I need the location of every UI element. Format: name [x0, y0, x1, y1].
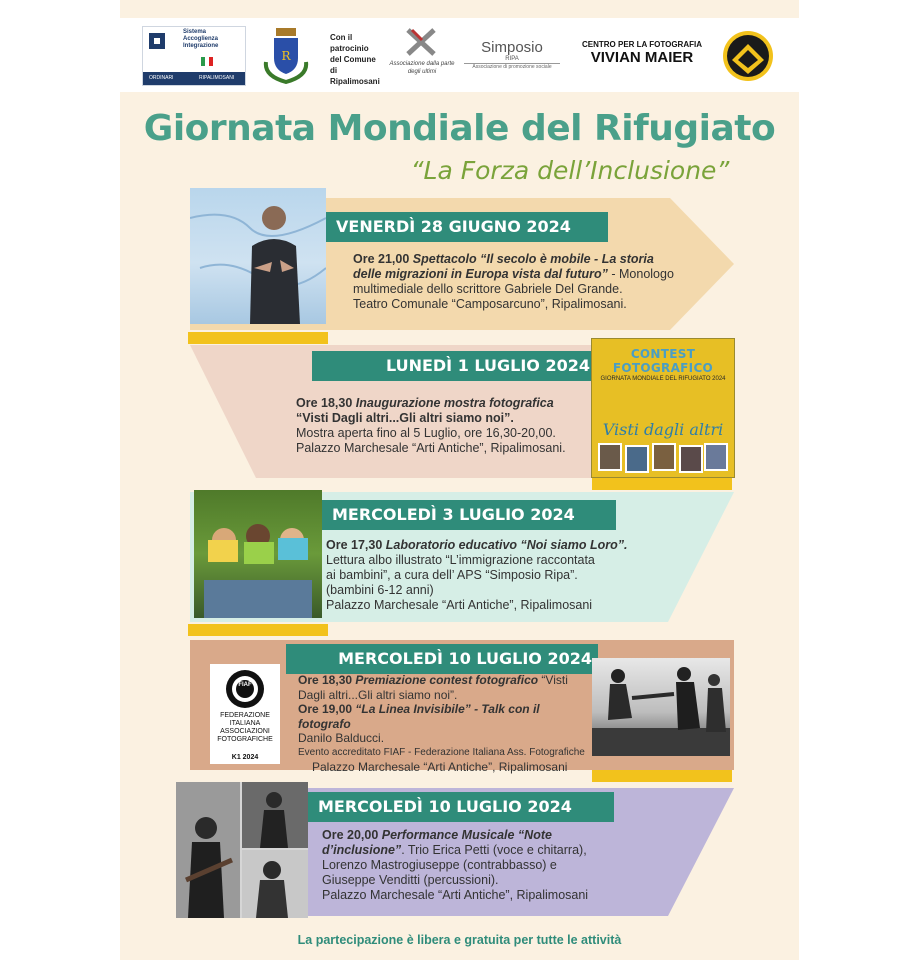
event1-details	[353, 252, 683, 312]
event1-line: multimediale dello scrittore Gabriele Del Grande.	[353, 282, 623, 296]
event3-date-header: MERCOLEDÌ 3 LUGLIO 2024	[322, 500, 616, 530]
fiaf-line3: ASSOCIAZIONI	[220, 728, 270, 735]
fiaf-line1: FEDERAZIONE	[220, 712, 270, 719]
event1-date-header: VENERDÌ 28 GIUGNO 2024	[326, 212, 608, 242]
event4-line: Palazzo Marchesale “Arti Antiche”, Ripalimosani	[312, 760, 568, 774]
fiaf-logo	[210, 664, 280, 764]
sai-foot-right: RIPALIMOSANI	[199, 75, 235, 81]
event5-details	[322, 828, 622, 903]
comune-crest-icon	[262, 22, 310, 84]
event4-line: Dagli altri...Gli altri siamo noi”.	[298, 687, 458, 702]
vivian-maier-logo	[580, 40, 704, 66]
event5-line: d’inclusione”. Trio Erica Petti (voce e chitarra),	[322, 843, 587, 857]
event2-line: “Visti Dagli altri...Gli altri siamo noi”.	[296, 411, 514, 425]
event5-line: Giuseppe Venditti (percussioni).	[322, 873, 499, 887]
event2-line: Mostra aperta fino al 5 Luglio, ore 16,30-20,00.	[296, 426, 556, 440]
event4-yellow-bar	[592, 770, 732, 782]
fiaf-code: K1 2024	[231, 754, 259, 761]
event3-line: (bambini 6-12 anni)	[326, 583, 434, 597]
event4-details	[298, 673, 594, 775]
contest-poster-image	[591, 338, 735, 478]
event5-line: Lorenzo Mastrogiuseppe (contrabbasso) e	[322, 858, 557, 872]
svg-text:R: R	[281, 49, 291, 63]
fiaf-line4: FOTOGRAFICHE	[217, 736, 273, 743]
sai-line3: Integrazione	[183, 43, 219, 49]
sai-mark-dot	[154, 38, 160, 44]
simposio-sub: RIPA	[505, 56, 519, 62]
event3-line: ai bambini”, a cura dell’ APS “Simposio Ripa”.	[326, 568, 578, 582]
event5-musicians-collage	[176, 782, 308, 918]
event1-line: Ore 21,00 Spettacolo “Il secolo è mobile - La storia	[353, 252, 654, 266]
event5-line: Palazzo Marchesale “Arti Antiche”, Ripalimosani	[322, 888, 589, 902]
page-subtitle: “La Forza dell’Inclusione”	[410, 156, 730, 185]
event2-date-header: LUNEDÌ 1 LUGLIO 2024	[312, 351, 596, 381]
event4-date-header: MERCOLEDÌ 10 LUGLIO 2024	[286, 644, 598, 674]
event3-children-reading-photo	[194, 490, 322, 618]
vivian-maier-camera-icon	[722, 30, 774, 82]
vivian-line1: CENTRO PER LA FOTOGRAFIA	[582, 40, 702, 49]
associazione-x-icon	[404, 28, 438, 56]
simposio-name: Simposio	[481, 39, 543, 56]
event4-line: Evento accreditato FIAF - Federazione Italiana Ass. Fotografiche	[298, 746, 585, 758]
sai-flag-icon	[201, 57, 213, 66]
event5-line: Ore 20,00 Performance Musicale “Note	[322, 828, 552, 842]
event2-yellow-bar	[592, 478, 732, 490]
vivian-line2: VIVIAN MAIER	[590, 49, 694, 66]
comune-patrocinio-text: Con il patrocinio del Comune di Ripalimosani	[330, 33, 380, 86]
event3-line: Palazzo Marchesale “Arti Antiche”, Ripalimosani	[326, 598, 593, 612]
sai-line1: Sistema	[183, 29, 207, 35]
contest-sub: GIORNATA MONDIALE DEL RIFUGIATO 2024	[600, 376, 726, 382]
contest-thumbs	[598, 443, 728, 469]
fiaf-abbr: FIAF	[238, 682, 252, 688]
event4-line: Danilo Balducci.	[298, 731, 385, 745]
sai-line2: Accoglienza	[183, 36, 219, 42]
sai-footer	[143, 72, 245, 85]
simposio-logo	[464, 40, 560, 76]
sai-foot-left: ORDINARI	[149, 75, 174, 81]
fiaf-aperture-icon	[224, 668, 266, 710]
simposio-tagline: Associazione di promozione sociale	[464, 63, 560, 71]
event1-line: delle migrazioni in Europa vista dal futuro” - Monologo	[353, 267, 674, 281]
footer-note: La partecipazione è libera e gratuita per tutte le attività	[297, 933, 622, 947]
event2-line: Palazzo Marchesale “Arti Antiche”, Ripalimosani.	[296, 441, 566, 455]
associazione-text: Associazione dalla parte degli ultimi	[389, 61, 455, 75]
event3-yellow-bar	[188, 624, 328, 636]
event5-date-header: MERCOLEDÌ 10 LUGLIO 2024	[308, 792, 614, 822]
event1-yellow-bar	[188, 332, 328, 344]
fiaf-line2: ITALIANA	[229, 720, 261, 727]
event4-line: Ore 19,00 “La Linea Invisibile” - Talk con il fotografo	[298, 702, 540, 731]
event4-photographer-photo	[592, 658, 730, 756]
event4-line: Ore 18,30 Premiazione contest fotografico “Visti	[298, 673, 568, 687]
event1-speaker-photo	[190, 188, 326, 324]
event2-line: Ore 18,30 Inaugurazione mostra fotografica	[296, 396, 554, 410]
event2-details	[296, 396, 594, 456]
contest-title: CONTEST FOTOGRAFICO	[612, 347, 714, 375]
sai-logo	[142, 26, 246, 86]
event3-line: Lettura albo illustrato “L’immigrazione raccontata	[326, 553, 595, 567]
page-title: Giornata Mondiale del Rifugiato	[143, 108, 776, 149]
contest-script: Visti dagli altri	[602, 420, 724, 439]
event3-details	[326, 538, 646, 613]
event1-line: Teatro Comunale “Camposarcuno”, Ripalimosani.	[353, 297, 627, 311]
event3-line: Ore 17,30 Laboratorio educativo “Noi siamo Loro”.	[326, 538, 628, 552]
